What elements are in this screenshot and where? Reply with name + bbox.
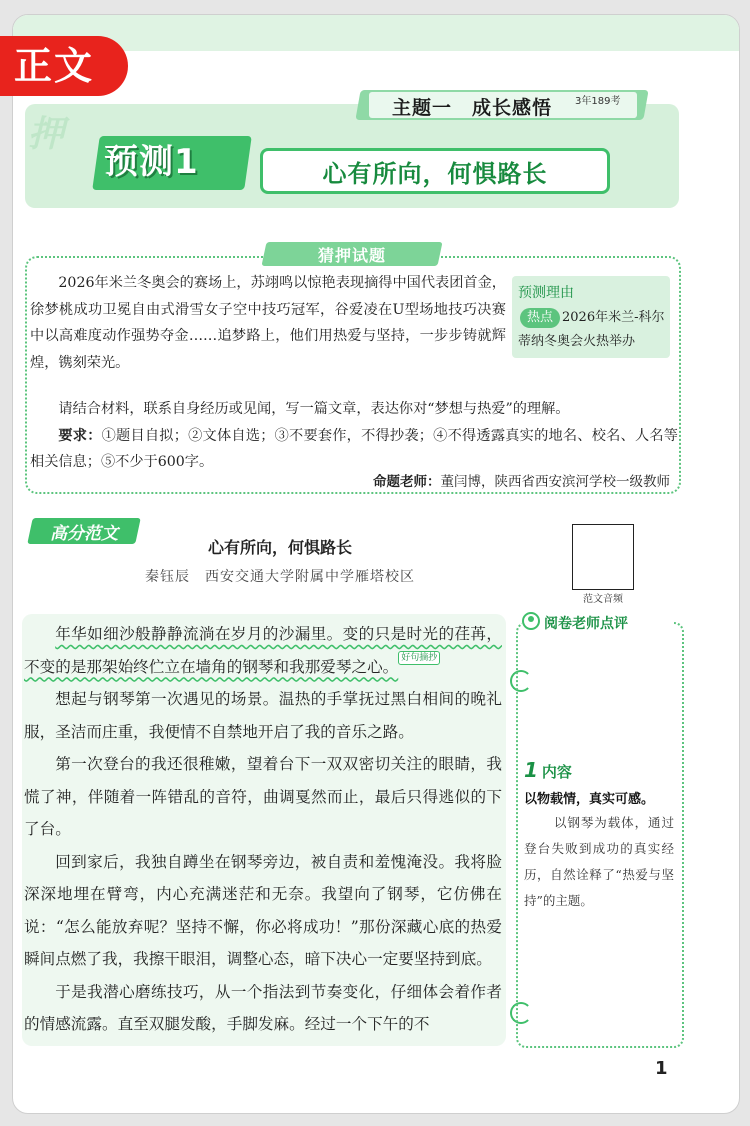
hot-badge: 热点 <box>520 308 560 328</box>
essay-body <box>24 618 502 1041</box>
require-text: ①题目自拟；②文体自选；③不要套作，不得抄袭；④不得透露真实的地名、校名、人名等相关信息；⑤不少于600字。 <box>30 427 678 470</box>
qr-code[interactable] <box>572 524 634 590</box>
essay-paragraph-2: 想起与钢琴第一次遇见的场景。温热的手掌抚过黑白相间的晚礼服，圣洁而庄重，我便情不自禁地开启了我的音乐之路。 <box>24 690 502 741</box>
author-label: 命题老师： <box>373 474 441 490</box>
author-name: 董闫博，陕西省西安滨河学校一级教师 <box>440 474 670 490</box>
good-sentence-sticker: 好句摘抄 <box>398 651 440 665</box>
content-number: 1 <box>524 758 538 782</box>
theme-label: 主题一 成长感悟 <box>392 97 553 119</box>
essay-paragraph-4: 回到家后，我独自蹲坐在钢琴旁边，被自责和羞愧淹没。我将脸深深地埋在臂弯，内心充满迷茫和无奈。我望向了钢琴，它仿佛在说：“怎么能放弃呢？坚持不懈，你必将成功！”那份深藏心底的热爱瞬间点燃了我，我擦干眼泪，调整心态，暗下决心一定要坚持到底。 <box>24 852 502 968</box>
prediction-badge: 预测1 <box>104 142 199 182</box>
essay-title: 心有所向，何惧路长 <box>207 538 352 557</box>
watermark-stamp: 押 <box>28 114 65 155</box>
guess-prompt-block <box>30 396 678 476</box>
review-content-text: 以钢琴为载体，通过登台失败到成功的真实经历，自然诠释了“热爱与坚持”的主题。 <box>524 815 674 908</box>
guess-tab: 猜押试题 <box>317 246 386 265</box>
theme-exam-count: 3年189考 <box>575 96 621 107</box>
essay-author: 秦钰辰 西安交通大学附属中学雁塔校区 <box>145 569 415 585</box>
question-author <box>30 470 670 490</box>
section-tag: 正文 <box>0 36 128 96</box>
content-label: 内容 <box>541 763 572 781</box>
essay-paragraph-3: 第一次登台的我还很稚嫩，望着台下一双双密切关注的眼睛，我慌了神，伴随着一阵错乱的音符，曲调戛然而止，最后只得逃似的下了台。 <box>24 755 502 838</box>
essay-paragraph-1 <box>24 618 502 683</box>
review-content-summary: 以物载情，真实可感。 <box>524 792 655 807</box>
review-header <box>522 612 674 634</box>
review-header-label: 阅卷老师点评 <box>544 616 628 632</box>
guess-prompt: 请结合材料，联系自身经历或见闻，写一篇文章，表达你对“梦想与热爱”的理解。 <box>58 401 570 417</box>
prediction-title: 心有所向，何惧路长 <box>322 160 548 188</box>
require-label: 要求： <box>58 427 102 444</box>
highlighted-sentence: 年华如细沙般静静流淌在岁月的沙漏里。变的只是时光的荏苒，不变的是那架始终伫立在墙角的钢琴和我那爱琴之心。 <box>24 625 502 676</box>
review-content-heading <box>524 758 572 782</box>
audio-label: 范文音频 <box>583 594 623 605</box>
page-number: 1 <box>655 1058 668 1079</box>
essay-tag: 高分范文 <box>50 524 118 544</box>
top-band <box>13 15 739 51</box>
reason-title: 预测理由 <box>518 285 574 301</box>
essay-paragraph-5: 于是我潜心磨练技巧，从一个指法到节奏变化，仔细体会着作者的情感流露。直至双腿发酸，手脚发麻。经过一个下午的不 <box>24 982 502 1033</box>
guess-material: 2026年米兰冬奥会的赛场上，苏翊鸣以惊艳表现摘得中国代表团首金，徐梦桃成功卫冕自由式滑雪女子空中技巧冠军，谷爱凌在U型场地技巧决赛中以高难度动作强势夺金……追梦路上，他们用热爱与坚持，一步步铸就辉煌，镌刻荣光。 <box>30 275 506 371</box>
guess-requirements <box>30 423 678 476</box>
teacher-icon <box>522 612 540 630</box>
reason-text: 2026年米兰-科尔蒂纳冬奥会火热举办 <box>518 310 665 349</box>
